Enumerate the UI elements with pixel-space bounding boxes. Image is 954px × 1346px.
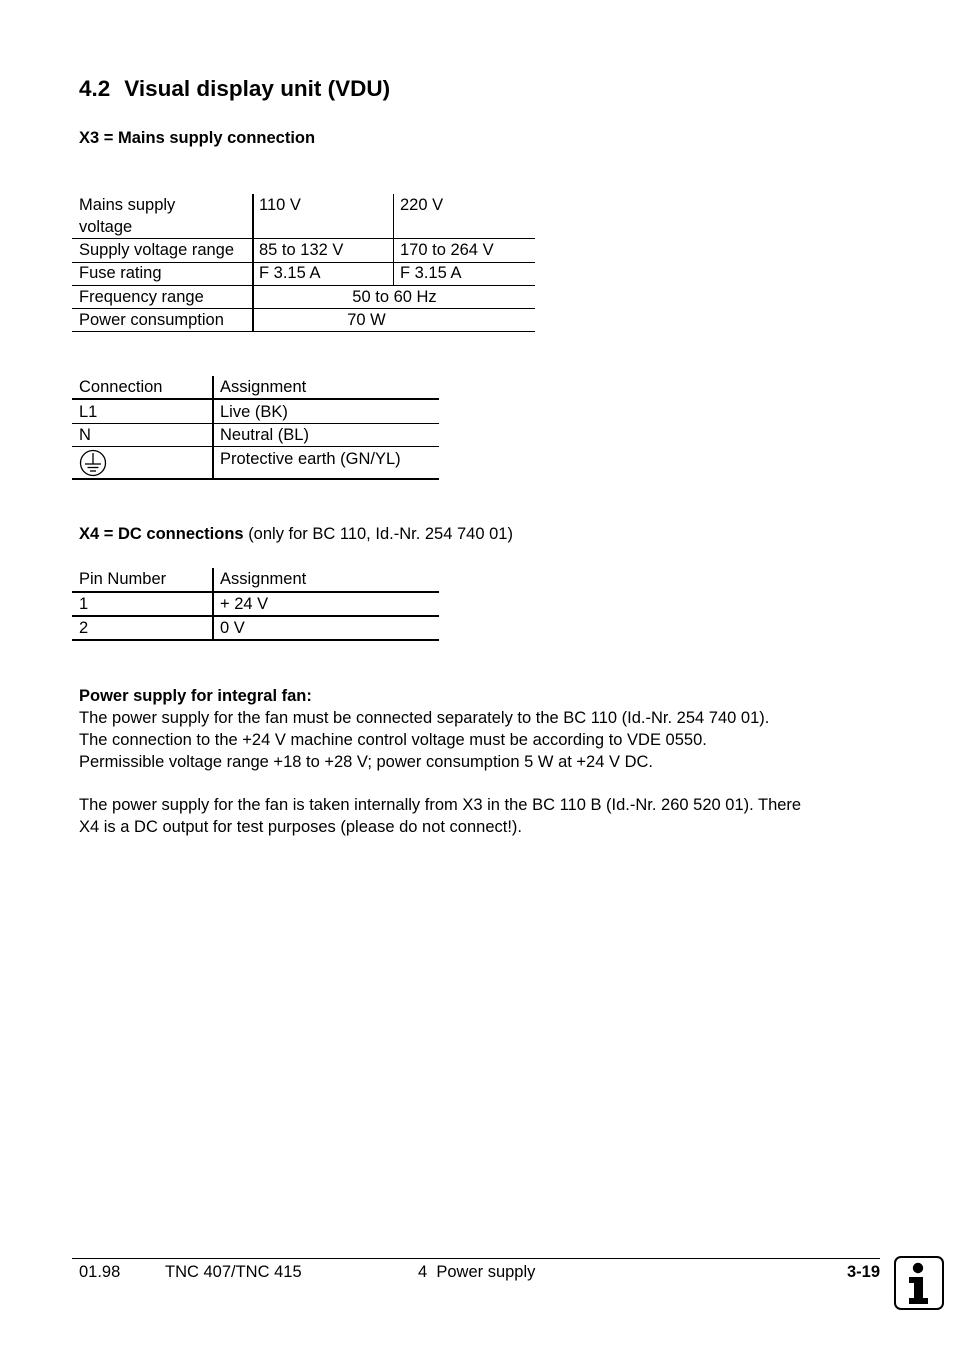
page-number: 3-19	[846, 1263, 880, 1281]
column-header: Assignment	[220, 378, 307, 396]
footer-chapter: 4 Power supply	[418, 1263, 536, 1281]
table-cell: 0 V	[220, 619, 245, 637]
footer-product: TNC 407/TNC 415	[165, 1263, 302, 1281]
table-divider	[212, 376, 214, 479]
table-rule	[72, 446, 439, 447]
table-cell: 1	[79, 595, 89, 613]
table-cell: 85 to 132 V	[259, 241, 344, 259]
table-cell: Protective earth (GN/YL)	[220, 450, 401, 468]
table-cell: Power consumption	[79, 311, 224, 329]
column-header: Assignment	[220, 570, 307, 588]
footer-date: 01.98	[79, 1263, 121, 1281]
table-cell: Frequency range	[79, 288, 204, 306]
table-cell: L1	[79, 403, 98, 421]
section-number: 4.2	[79, 76, 111, 101]
column-header: Connection	[79, 378, 163, 396]
info-icon	[894, 1256, 944, 1310]
section-title: Visual display unit (VDU)	[124, 76, 391, 101]
table-cell: 70 W	[347, 311, 386, 329]
table-rule	[72, 331, 535, 332]
x4-heading-bold: X4 = DC connections	[79, 525, 244, 543]
table-rule	[72, 478, 439, 480]
table-cell: + 24 V	[220, 595, 269, 613]
paragraph-line: The power supply for the fan must be connected separately to the BC 110 (Id.-Nr. 254 740 01).	[79, 709, 770, 727]
table-cell: 50 to 60 Hz	[352, 288, 437, 306]
table-cell: Supply voltage range	[79, 241, 235, 259]
table-rule	[72, 615, 439, 617]
paragraph-line: The connection to the +24 V machine control voltage must be according to VDE 0550.	[79, 731, 707, 749]
footer-rule	[72, 1258, 880, 1259]
x4-heading-note: (only for BC 110, Id.-Nr. 254 740 01)	[248, 525, 513, 543]
table-cell: N	[79, 426, 91, 444]
x3-heading: X3 = Mains supply connection	[79, 129, 316, 147]
paragraph-line: X4 is a DC output for test purposes (please do not connect!).	[79, 818, 522, 836]
table-cell: 170 to 264 V	[400, 241, 494, 259]
fan-heading: Power supply for integral fan:	[79, 687, 312, 705]
x4-heading	[79, 525, 513, 544]
paragraph-line: Permissible voltage range +18 to +28 V; power consumption 5 W at +24 V DC.	[79, 753, 653, 771]
table-rule	[72, 398, 439, 400]
table-cell: 2	[79, 619, 89, 637]
table-cell: Mains supply	[79, 196, 176, 214]
table-cell: 220 V	[400, 196, 444, 214]
table-cell: F 3.15 A	[400, 264, 462, 282]
table-cell: voltage	[79, 218, 133, 236]
page-title	[79, 76, 390, 102]
table-rule	[72, 639, 439, 641]
protective-earth-icon	[79, 449, 107, 477]
table-cell: Live (BK)	[220, 403, 288, 421]
table-cell: F 3.15 A	[259, 264, 321, 282]
paragraph-line: The power supply for the fan is taken internally from X3 in the BC 110 B (Id.-Nr. 260 520 01). There	[79, 796, 802, 814]
table-divider	[393, 194, 394, 285]
table-cell: Neutral (BL)	[220, 426, 309, 444]
table-cell: 110 V	[259, 196, 301, 214]
table-cell: Fuse rating	[79, 264, 162, 282]
column-header: Pin Number	[79, 570, 167, 588]
table-divider	[212, 568, 214, 641]
